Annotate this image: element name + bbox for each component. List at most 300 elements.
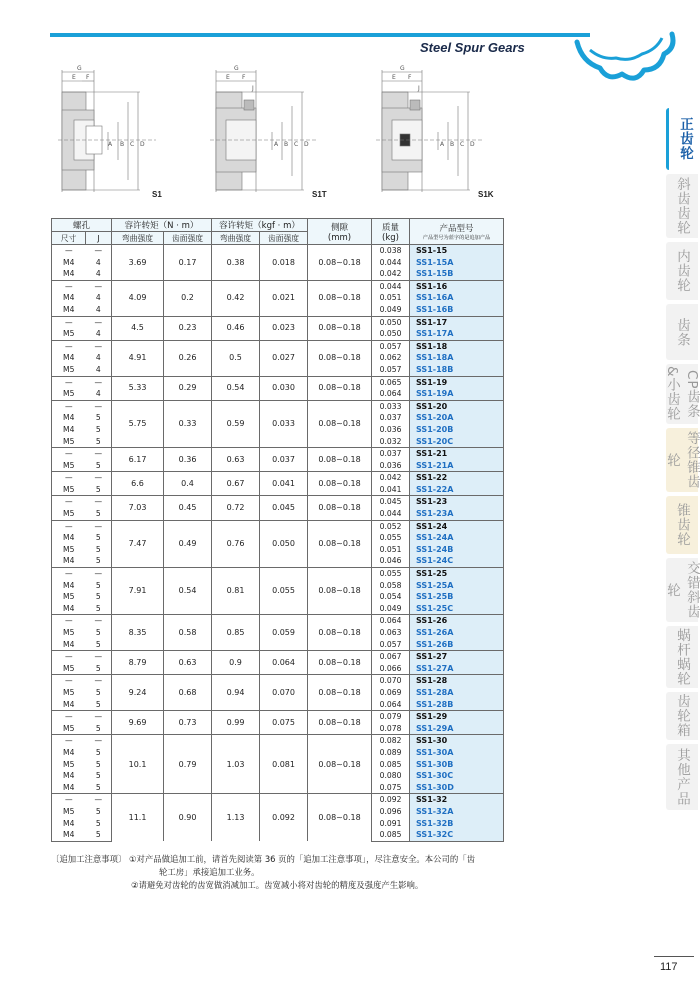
cell-size: — xyxy=(52,496,86,508)
cell-product-code: SS1-24B xyxy=(410,544,504,556)
table-row xyxy=(52,615,504,627)
cell-size: M5 xyxy=(52,460,86,472)
cell-mass: 0.064 xyxy=(372,388,410,400)
table-row xyxy=(52,496,504,508)
svg-text:E: E xyxy=(392,74,396,81)
col-size: 尺寸 xyxy=(52,232,86,245)
cell-size: M5 xyxy=(52,663,86,675)
col-torque-nm: 容许转矩（N · m） xyxy=(112,219,212,232)
col-surface-kgf: 齿面强度 xyxy=(260,232,308,245)
cell-product-code: SS1-15A xyxy=(410,257,504,269)
cell-j: 4 xyxy=(95,389,101,399)
footer-rule xyxy=(654,956,694,957)
cell-product-code: SS1-16B xyxy=(410,304,504,316)
cell-t2: 0.29 xyxy=(164,376,212,400)
cell-size: M4 xyxy=(52,699,86,711)
cell-product-code: SS1-20A xyxy=(410,412,504,424)
table-row xyxy=(52,376,504,388)
backlash-label: 侧隙 xyxy=(331,222,349,233)
diagram-label-s1: S1 xyxy=(152,190,162,199)
tab-4[interactable]: 齿条 xyxy=(666,304,698,360)
cell-j: 5 xyxy=(95,747,101,757)
cell-j: 5 xyxy=(95,806,101,816)
cell-product-code: SS1-28A xyxy=(410,687,504,699)
cell-t3: 0.38 xyxy=(212,245,260,281)
cell-t1: 6.6 xyxy=(112,472,164,496)
cell-product-code: SS1-26B xyxy=(410,639,504,651)
cell-j: 5 xyxy=(86,829,112,841)
cell-t4: 0.030 xyxy=(260,376,308,400)
cell-product-code: SS1-30D xyxy=(410,782,504,794)
cell-j: 5 xyxy=(95,639,101,649)
cell-size: M5 xyxy=(52,544,86,556)
cell-t4: 0.055 xyxy=(260,568,308,615)
tab-10[interactable]: 齿轮箱 xyxy=(666,692,698,740)
cell-product-code: SS1-32C xyxy=(410,829,504,841)
cell-size: — xyxy=(52,376,86,388)
cell-j: 5 xyxy=(95,556,101,566)
cell-t4: 0.070 xyxy=(260,675,308,711)
cell-j: — xyxy=(86,316,112,328)
cell-size: M5 xyxy=(52,723,86,735)
cell-j: 4 xyxy=(95,269,101,279)
cell-product-code: SS1-30C xyxy=(410,770,504,782)
cell-t4: 0.045 xyxy=(260,496,308,520)
cell-t4: 0.037 xyxy=(260,448,308,472)
cell-j: 4 xyxy=(95,364,101,374)
cell-size: M4 xyxy=(52,424,86,436)
cell-j: 5 xyxy=(95,687,101,697)
cell-size: M5 xyxy=(52,436,86,448)
cell-t2: 0.26 xyxy=(164,340,212,376)
cell-t3: 0.46 xyxy=(212,316,260,340)
cell-mass: 0.064 xyxy=(372,699,410,711)
cell-t2: 0.17 xyxy=(164,245,212,281)
table-row xyxy=(52,400,504,412)
svg-text:E: E xyxy=(72,74,76,81)
svg-text:G: G xyxy=(400,65,405,72)
cell-t1: 5.33 xyxy=(112,376,164,400)
cell-mass: 0.063 xyxy=(372,627,410,639)
svg-text:J: J xyxy=(418,85,420,92)
cell-size: M4 xyxy=(52,603,86,615)
cell-j: 5 xyxy=(95,818,101,828)
cell-j: 5 xyxy=(95,484,101,494)
cell-j: 5 xyxy=(95,509,101,519)
cell-t2: 0.54 xyxy=(164,568,212,615)
backlash-unit: (mm) xyxy=(327,232,352,243)
col-screw: 螺孔 xyxy=(52,219,112,232)
cell-size: — xyxy=(52,651,86,663)
svg-text:E: E xyxy=(226,74,230,81)
cell-j: — xyxy=(86,711,112,723)
cell-t4: 0.075 xyxy=(260,711,308,735)
table-row xyxy=(52,735,504,747)
cell-product-code: SS1-18 xyxy=(410,340,504,352)
cell-t1: 6.17 xyxy=(112,448,164,472)
cell-size: — xyxy=(52,400,86,412)
cell-t1: 3.69 xyxy=(112,245,164,281)
cell-mass: 0.042 xyxy=(372,472,410,484)
cell-size: M4 xyxy=(52,304,86,316)
cell-mass: 0.046 xyxy=(372,555,410,567)
cell-j: 5 xyxy=(95,603,101,613)
cell-t2: 0.36 xyxy=(164,448,212,472)
svg-text:B: B xyxy=(450,141,455,148)
note-line-1: 〔追加工注意事项〕 ①对产品做追加工前，请首先阅读第 36 页的「追加工注意事项」，尽注意安全。本公司的「齿 xyxy=(51,854,475,864)
table-row xyxy=(52,520,504,532)
cell-mass: 0.037 xyxy=(372,448,410,460)
cell-mass: 0.080 xyxy=(372,770,410,782)
cell-mass: 0.057 xyxy=(372,340,410,352)
cell-j: — xyxy=(86,675,112,687)
cell-product-code: SS1-21A xyxy=(410,460,504,472)
svg-text:C: C xyxy=(460,141,465,148)
note-line-2: 轮工房」承接追加工业务。 xyxy=(159,867,260,877)
cell-size: — xyxy=(52,245,86,257)
cell-t2: 0.63 xyxy=(164,651,212,675)
svg-text:J: J xyxy=(252,85,254,92)
cell-size: — xyxy=(52,615,86,627)
cell-product-code: SS1-21 xyxy=(410,448,504,460)
col-backlash xyxy=(308,219,372,245)
svg-text:A: A xyxy=(108,141,113,148)
cell-t1: 9.69 xyxy=(112,711,164,735)
cell-j: 5 xyxy=(95,699,101,709)
cell-product-code: SS1-26 xyxy=(410,615,504,627)
cell-bl: 0.08~0.18 xyxy=(308,340,372,376)
cell-j: — xyxy=(86,520,112,532)
cell-t1: 5.75 xyxy=(112,400,164,447)
cell-t2: 0.4 xyxy=(164,472,212,496)
cell-size: — xyxy=(52,711,86,723)
cell-bl: 0.08~0.18 xyxy=(308,376,372,400)
cell-t1: 9.24 xyxy=(112,675,164,711)
cell-t1: 7.91 xyxy=(112,568,164,615)
cell-size: M4 xyxy=(52,829,86,841)
svg-text:C: C xyxy=(294,141,299,148)
svg-text:G: G xyxy=(77,65,82,72)
cell-t4: 0.027 xyxy=(260,340,308,376)
cell-product-code: SS1-20B xyxy=(410,424,504,436)
cell-mass: 0.082 xyxy=(372,735,410,747)
cell-size: M4 xyxy=(52,747,86,759)
cell-mass: 0.036 xyxy=(372,424,410,436)
cell-mass: 0.062 xyxy=(372,352,410,364)
cell-t3: 1.13 xyxy=(212,794,260,841)
svg-text:D: D xyxy=(304,141,309,148)
cell-j: 5 xyxy=(95,544,101,554)
cell-t4: 0.021 xyxy=(260,280,308,316)
cell-mass: 0.089 xyxy=(372,747,410,759)
cell-t3: 0.63 xyxy=(212,448,260,472)
svg-text:F: F xyxy=(86,74,90,81)
cell-mass: 0.044 xyxy=(372,280,410,292)
cell-product-code: SS1-32 xyxy=(410,794,504,806)
cell-product-code: SS1-25 xyxy=(410,568,504,580)
tab-9[interactable]: 蜗杆蜗轮 xyxy=(666,626,698,688)
tab-5[interactable]: CP齿条&小齿轮 xyxy=(666,364,698,424)
cell-size: — xyxy=(52,340,86,352)
cell-product-code: SS1-24C xyxy=(410,555,504,567)
cell-t3: 0.67 xyxy=(212,472,260,496)
table-row xyxy=(52,651,504,663)
cell-mass: 0.067 xyxy=(372,651,410,663)
cell-size: — xyxy=(52,794,86,806)
cell-mass: 0.085 xyxy=(372,829,410,841)
cell-mass: 0.037 xyxy=(372,412,410,424)
cell-mass: 0.057 xyxy=(372,364,410,376)
gear-diagram-s1t xyxy=(208,62,328,202)
table-row xyxy=(52,280,504,292)
cell-mass: 0.058 xyxy=(372,580,410,592)
cell-t3: 1.03 xyxy=(212,735,260,794)
cell-t3: 0.5 xyxy=(212,340,260,376)
tab-3[interactable]: 内齿轮 xyxy=(666,242,698,300)
cell-product-code: SS1-16A xyxy=(410,292,504,304)
cell-product-code: SS1-22 xyxy=(410,472,504,484)
cell-mass: 0.045 xyxy=(372,496,410,508)
cell-t3: 0.42 xyxy=(212,280,260,316)
table-row xyxy=(52,794,504,806)
cell-size: — xyxy=(52,568,86,580)
cell-product-code: SS1-16 xyxy=(410,280,504,292)
col-bending-kgf: 弯曲强度 xyxy=(212,232,260,245)
cell-mass: 0.044 xyxy=(372,508,410,520)
cell-product-code: SS1-20 xyxy=(410,400,504,412)
spec-table xyxy=(51,218,504,842)
page-number: 117 xyxy=(660,961,678,973)
cell-mass: 0.054 xyxy=(372,591,410,603)
cell-mass: 0.092 xyxy=(372,794,410,806)
tab-11[interactable]: 其他产品 xyxy=(666,744,698,810)
svg-text:D: D xyxy=(470,141,475,148)
cell-bl: 0.08~0.18 xyxy=(308,472,372,496)
cell-product-code: SS1-18A xyxy=(410,352,504,364)
cell-product-code: SS1-27 xyxy=(410,651,504,663)
cell-product-code: SS1-17 xyxy=(410,316,504,328)
cell-mass: 0.049 xyxy=(372,603,410,615)
svg-text:B: B xyxy=(284,141,289,148)
cell-mass: 0.051 xyxy=(372,292,410,304)
cell-bl: 0.08~0.18 xyxy=(308,448,372,472)
cell-product-code: SS1-25A xyxy=(410,580,504,592)
tab-7[interactable]: 锥齿轮 xyxy=(666,496,698,554)
col-mass xyxy=(372,219,410,245)
cell-product-code: SS1-26A xyxy=(410,627,504,639)
cell-j: 5 xyxy=(95,580,101,590)
cell-size: M4 xyxy=(52,580,86,592)
cell-product-code: SS1-25C xyxy=(410,603,504,615)
tab-6[interactable]: 等径锥齿轮 xyxy=(666,428,698,492)
cell-t2: 0.58 xyxy=(164,615,212,651)
cell-mass: 0.033 xyxy=(372,400,410,412)
svg-text:D: D xyxy=(140,141,145,148)
cell-j: — xyxy=(86,400,112,412)
cell-product-code: SS1-29A xyxy=(410,723,504,735)
cell-product-code: SS1-23A xyxy=(410,508,504,520)
cell-bl: 0.08~0.18 xyxy=(308,794,372,841)
cell-product-code: SS1-28B xyxy=(410,699,504,711)
cell-j: — xyxy=(86,651,112,663)
cell-size: M5 xyxy=(52,484,86,496)
cell-j: — xyxy=(86,496,112,508)
cell-product-code: SS1-32A xyxy=(410,806,504,818)
cell-size: M5 xyxy=(52,627,86,639)
cell-t2: 0.79 xyxy=(164,735,212,794)
cell-mass: 0.057 xyxy=(372,639,410,651)
cell-t1: 8.79 xyxy=(112,651,164,675)
cell-t3: 0.72 xyxy=(212,496,260,520)
cell-t3: 0.76 xyxy=(212,520,260,567)
cell-bl: 0.08~0.18 xyxy=(308,615,372,651)
col-surface-nm: 齿面强度 xyxy=(164,232,212,245)
cell-j: — xyxy=(86,280,112,292)
cell-bl: 0.08~0.18 xyxy=(308,316,372,340)
product-label: 产品型号 xyxy=(439,224,474,234)
cell-product-code: SS1-28 xyxy=(410,675,504,687)
cell-mass: 0.049 xyxy=(372,304,410,316)
cell-size: M4 xyxy=(52,257,86,269)
note-line-3: ②请避免对齿轮的齿宽做消减加工。齿宽减小将对齿轮的精度及强度产生影响。 xyxy=(131,880,424,890)
col-bending-nm: 弯曲强度 xyxy=(112,232,164,245)
tab-8[interactable]: 交错斜齿轮 xyxy=(666,558,698,622)
cell-bl: 0.08~0.18 xyxy=(308,568,372,615)
cell-t1: 4.91 xyxy=(112,340,164,376)
cell-mass: 0.050 xyxy=(372,328,410,340)
cell-t4: 0.064 xyxy=(260,651,308,675)
cell-mass: 0.052 xyxy=(372,520,410,532)
cell-bl: 0.08~0.18 xyxy=(308,280,372,316)
svg-text:F: F xyxy=(242,74,246,81)
cell-size: M4 xyxy=(52,412,86,424)
cell-j: — xyxy=(86,448,112,460)
cell-t1: 4.09 xyxy=(112,280,164,316)
cell-j: 5 xyxy=(95,628,101,637)
cell-product-code: SS1-23 xyxy=(410,496,504,508)
cell-t2: 0.90 xyxy=(164,794,212,841)
page-header-title: Steel Spur Gears xyxy=(420,40,525,55)
svg-text:G: G xyxy=(234,65,239,72)
cell-j: 5 xyxy=(95,424,101,434)
cell-bl: 0.08~0.18 xyxy=(308,520,372,567)
cell-mass: 0.070 xyxy=(372,675,410,687)
cell-size: M4 xyxy=(52,532,86,544)
cell-size: — xyxy=(52,472,86,484)
cell-product-code: SS1-19A xyxy=(410,388,504,400)
cell-t3: 0.59 xyxy=(212,400,260,447)
table-row xyxy=(52,316,504,328)
table-row xyxy=(52,340,504,352)
cell-j: — xyxy=(86,568,112,580)
cell-size: M4 xyxy=(52,818,86,830)
cell-bl: 0.08~0.18 xyxy=(308,651,372,675)
cell-bl: 0.08~0.18 xyxy=(308,496,372,520)
cell-t4: 0.050 xyxy=(260,520,308,567)
cell-product-code: SS1-25B xyxy=(410,591,504,603)
diagram-label-s1k: S1K xyxy=(478,190,494,199)
table-row xyxy=(52,675,504,687)
cell-size: M4 xyxy=(52,292,86,304)
cell-mass: 0.069 xyxy=(372,687,410,699)
cell-size: M4 xyxy=(52,770,86,782)
cell-size: — xyxy=(52,520,86,532)
cell-t4: 0.059 xyxy=(260,615,308,651)
cell-j: 5 xyxy=(95,533,101,543)
cell-t2: 0.45 xyxy=(164,496,212,520)
svg-text:F: F xyxy=(408,74,412,81)
cell-size: M5 xyxy=(52,687,86,699)
cell-size: M5 xyxy=(52,388,86,400)
cell-bl: 0.08~0.18 xyxy=(308,245,372,281)
cell-j: 5 xyxy=(95,460,101,470)
cell-j: 4 xyxy=(95,329,101,339)
cell-t4: 0.081 xyxy=(260,735,308,794)
cell-mass: 0.075 xyxy=(372,782,410,794)
cell-mass: 0.091 xyxy=(372,818,410,830)
gear-diagram-s1 xyxy=(58,62,168,202)
cell-product-code: SS1-22A xyxy=(410,484,504,496)
product-note: 产品型号为蓝字的是追加产品 xyxy=(422,235,491,241)
cell-product-code: SS1-30B xyxy=(410,759,504,771)
cell-mass: 0.042 xyxy=(372,268,410,280)
gear-logo-icon xyxy=(572,10,682,90)
cell-j: 5 xyxy=(95,723,101,733)
cell-mass: 0.085 xyxy=(372,759,410,771)
cell-j: 5 xyxy=(95,771,101,781)
cell-j: — xyxy=(86,794,112,806)
table-row xyxy=(52,448,504,460)
svg-text:B: B xyxy=(120,141,125,148)
tab-1[interactable]: 正齿轮 xyxy=(666,108,700,170)
cell-mass: 0.032 xyxy=(372,436,410,448)
cell-mass: 0.096 xyxy=(372,806,410,818)
tab-2[interactable]: 斜齿齿轮 xyxy=(666,174,698,238)
diagram-label-s1t: S1T xyxy=(312,190,327,199)
cell-size: M5 xyxy=(52,328,86,340)
cell-j: 5 xyxy=(95,592,101,602)
cell-mass: 0.044 xyxy=(372,257,410,269)
cell-mass: 0.078 xyxy=(372,723,410,735)
cell-t2: 0.49 xyxy=(164,520,212,567)
gear-diagram-s1k xyxy=(374,62,494,202)
col-torque-kgf: 容许转矩（kgf · m） xyxy=(212,219,308,232)
cell-bl: 0.08~0.18 xyxy=(308,711,372,735)
cell-t4: 0.033 xyxy=(260,400,308,447)
cell-t3: 0.99 xyxy=(212,711,260,735)
cell-j: 4 xyxy=(95,304,101,314)
cell-t1: 7.03 xyxy=(112,496,164,520)
cell-t4: 0.041 xyxy=(260,472,308,496)
cell-mass: 0.079 xyxy=(372,711,410,723)
cell-size: — xyxy=(52,280,86,292)
col-product xyxy=(410,219,504,245)
cell-product-code: SS1-15B xyxy=(410,268,504,280)
cell-j: 5 xyxy=(95,759,101,769)
cell-j: — xyxy=(86,245,112,257)
cell-mass: 0.065 xyxy=(372,376,410,388)
cell-product-code: SS1-30A xyxy=(410,747,504,759)
cell-j: 5 xyxy=(95,413,101,423)
cell-t2: 0.73 xyxy=(164,711,212,735)
cell-t2: 0.2 xyxy=(164,280,212,316)
mass-label: 质量 xyxy=(382,222,400,233)
cell-size: M4 xyxy=(52,268,86,280)
table-row xyxy=(52,711,504,723)
cell-size: M4 xyxy=(52,555,86,567)
cell-product-code: SS1-20C xyxy=(410,436,504,448)
cell-t2: 0.33 xyxy=(164,400,212,447)
